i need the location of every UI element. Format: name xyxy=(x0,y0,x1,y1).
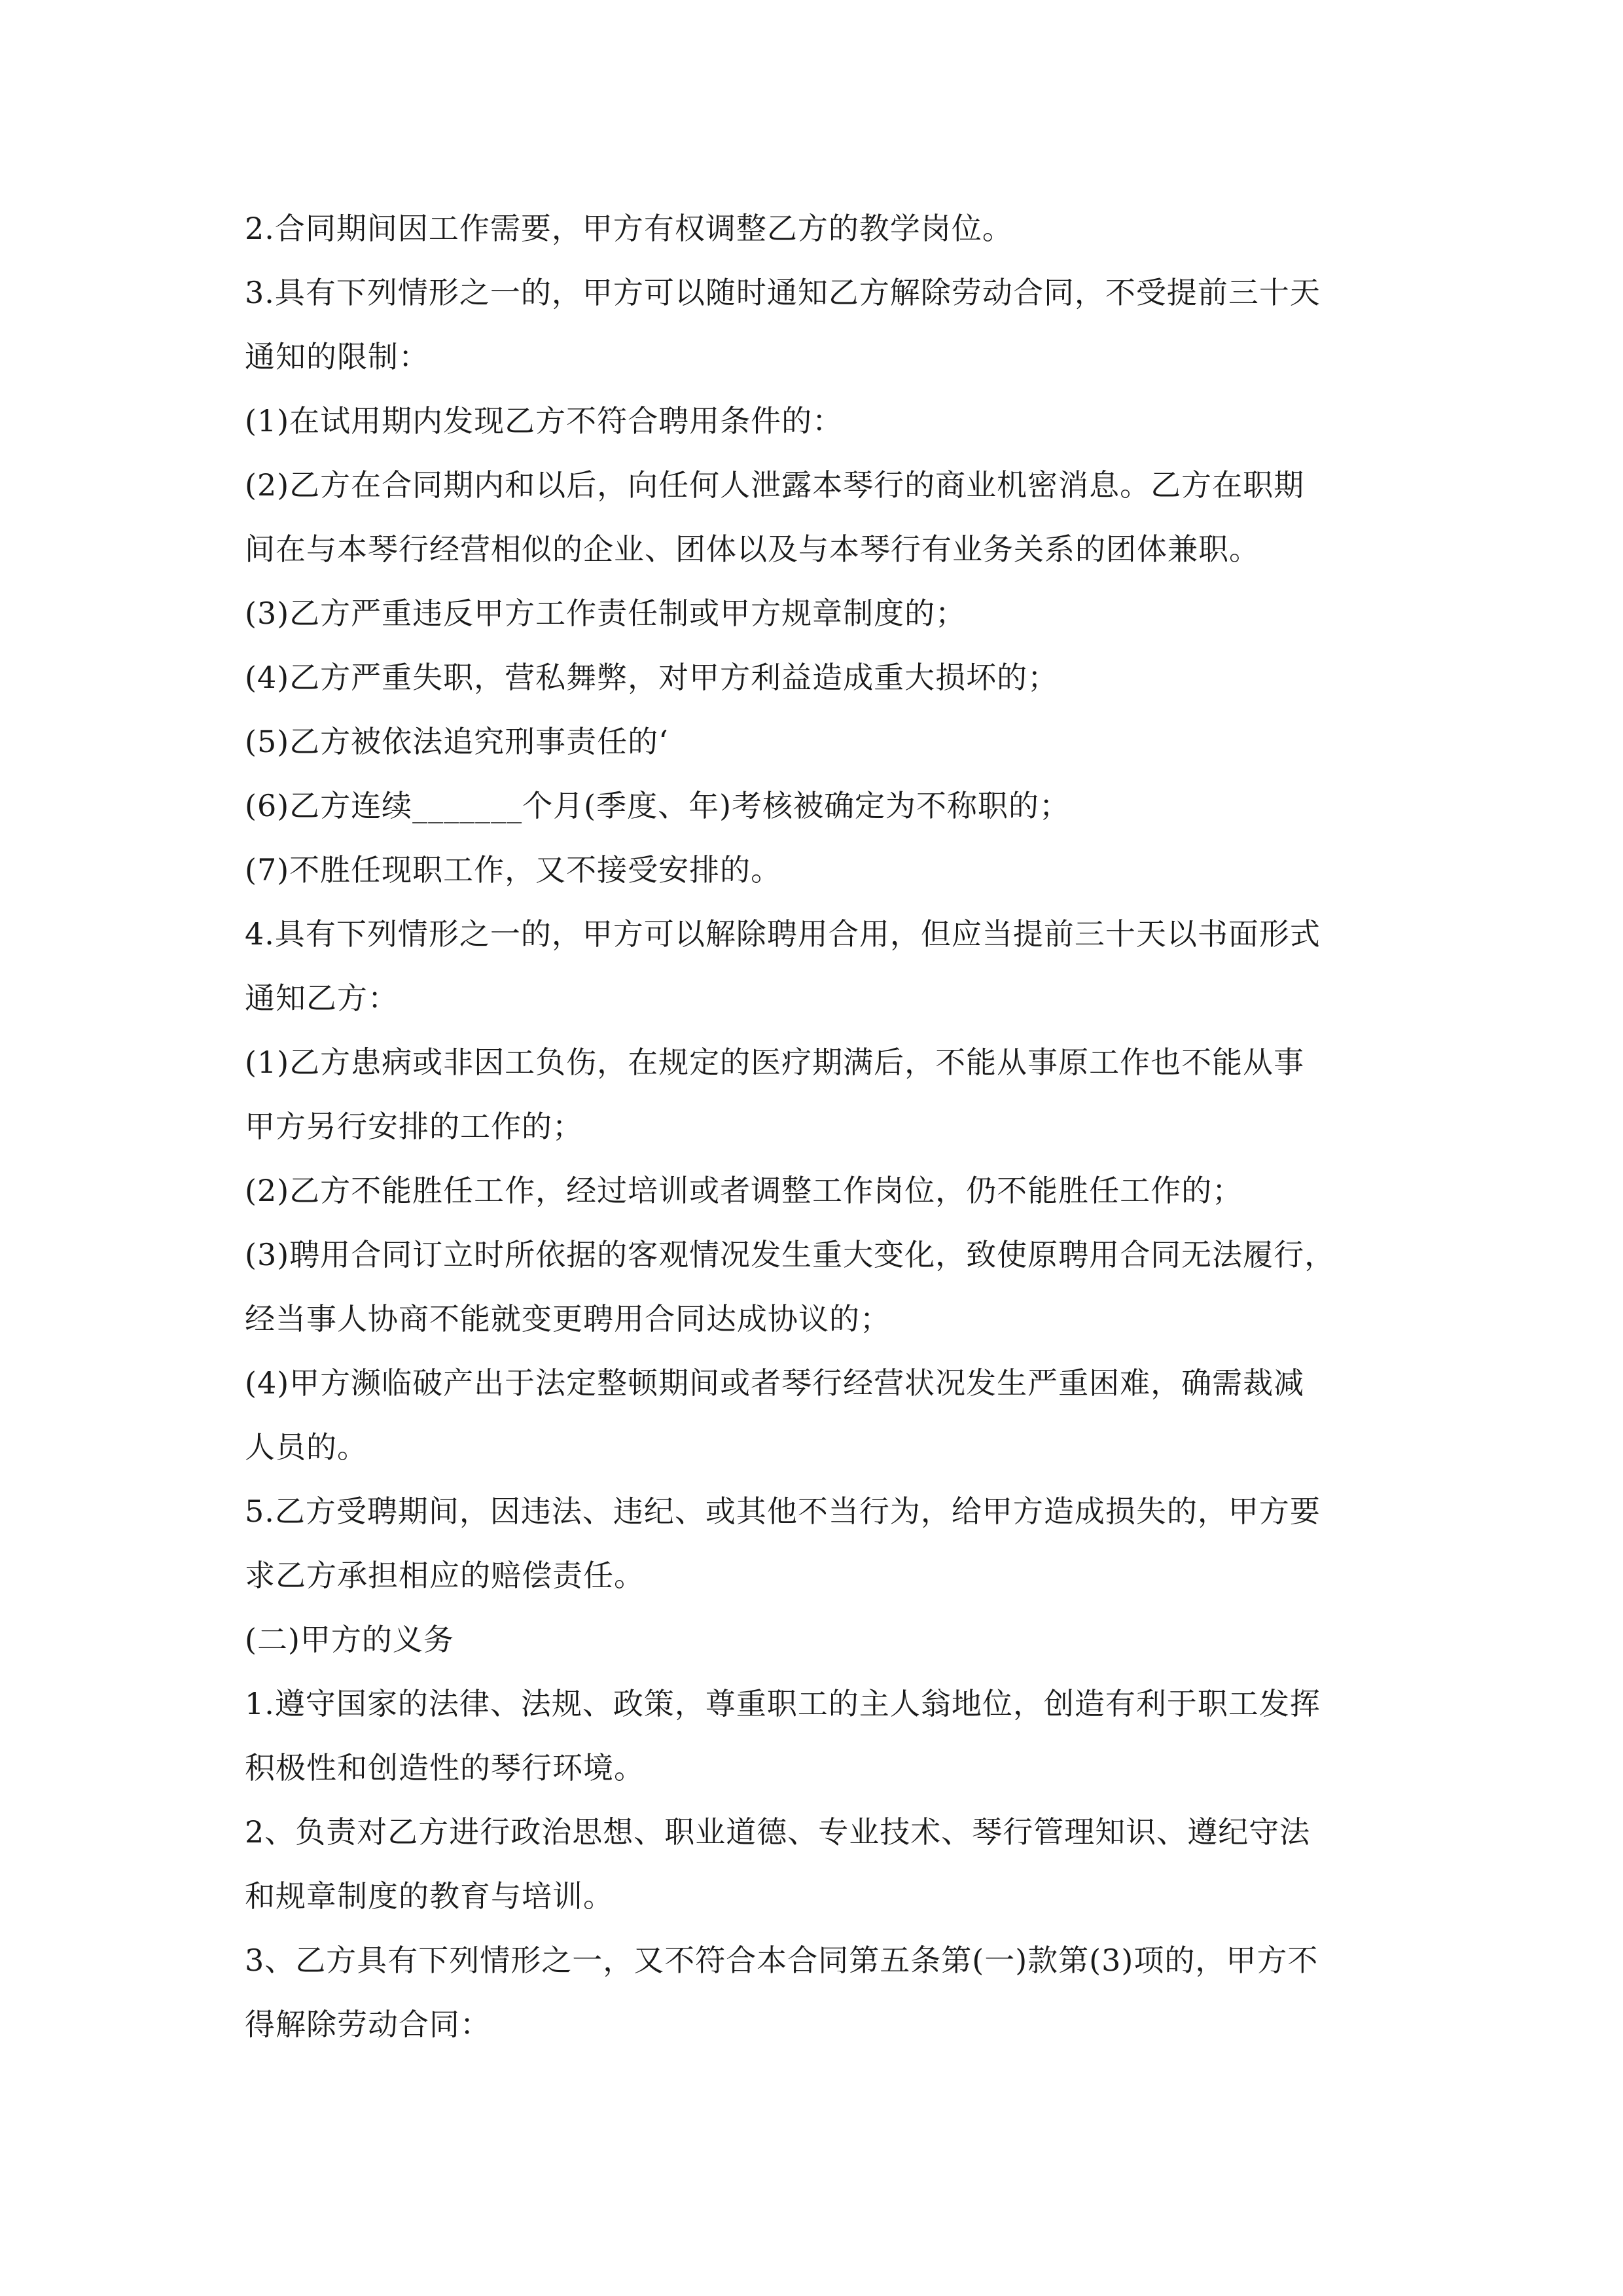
text-line: (3)乙方严重违反甲方工作责任制或甲方规章制度的； xyxy=(245,596,967,631)
section-heading: (二)甲方的义务 xyxy=(245,1622,454,1657)
text-line: 和规章制度的教育与培训。 xyxy=(245,1878,614,1914)
text-line: 3、乙方具有下列情形之一，又不符合本合同第五条第(一)款第(3)项的，甲方不 xyxy=(245,1943,1319,1978)
text-line: 得解除劳动合同： xyxy=(245,2007,491,2042)
text-line: (1)乙方患病或非因工负伤，在规定的医疗期满后，不能从事原工作也不能从事 xyxy=(245,1045,1305,1080)
text-line: (6)乙方连续_______个月(季度、年)考核被确定为不称职的； xyxy=(245,788,1071,823)
text-line: (2)乙方不能胜任工作，经过培训或者调整工作岗位，仍不能胜任工作的； xyxy=(245,1173,1243,1208)
text-line: (4)乙方严重失职，营私舞弊，对甲方利益造成重大损坏的； xyxy=(245,660,1059,695)
text-line: 甲方另行安排的工作的； xyxy=(245,1109,583,1144)
text-line: (7)不胜任现职工作，又不接受安排的。 xyxy=(245,852,782,888)
text-line: 5.乙方受聘期间，因违法、违纪、或其他不当行为，给甲方造成损失的，甲方要 xyxy=(245,1494,1321,1529)
text-line: 2、负责对乙方进行政治思想、职业道德、专业技术、琴行管理知识、遵纪守法 xyxy=(245,1814,1311,1850)
text-line: (4)甲方濒临破产出于法定整顿期间或者琴行经营状况发生严重困难，确需裁减 xyxy=(245,1365,1305,1401)
text-line: (1)在试用期内发现乙方不符合聘用条件的： xyxy=(245,403,844,439)
text-line: 求乙方承担相应的赔偿责任。 xyxy=(245,1558,645,1593)
text-line: 2.合同期间因工作需要，甲方有权调整乙方的教学岗位。 xyxy=(245,211,1013,246)
text-line: (5)乙方被依法追究刑事责任的‘ xyxy=(245,724,669,759)
text-line: 间在与本琴行经营相似的企业、团体以及与本琴行有业务关系的团体兼职。 xyxy=(245,531,1260,567)
text-line: (3)聘用合同订立时所依据的客观情况发生重大变化，致使原聘用合同无法履行， xyxy=(245,1237,1336,1272)
text-line: 经当事人协商不能就变更聘用合同达成协议的； xyxy=(245,1301,891,1336)
text-line: 3.具有下列情形之一的，甲方可以随时通知乙方解除劳动合同，不受提前三十天 xyxy=(245,275,1321,310)
text-line: 人员的。 xyxy=(245,1429,368,1465)
text-line: (2)乙方在合同期内和以后，向任何人泄露本琴行的商业机密消息。乙方在职期 xyxy=(245,467,1305,503)
text-line: 4.具有下列情形之一的，甲方可以解除聘用合用，但应当提前三十天以书面形式 xyxy=(245,916,1321,952)
text-line: 通知的限制： xyxy=(245,339,429,374)
text-line: 通知乙方： xyxy=(245,980,399,1016)
text-line: 1.遵守国家的法律、法规、政策，尊重职工的主人翁地位，创造有利于职工发挥 xyxy=(245,1686,1321,1721)
document-body xyxy=(245,196,1397,2056)
text-line: 积极性和创造性的琴行环境。 xyxy=(245,1750,645,1785)
